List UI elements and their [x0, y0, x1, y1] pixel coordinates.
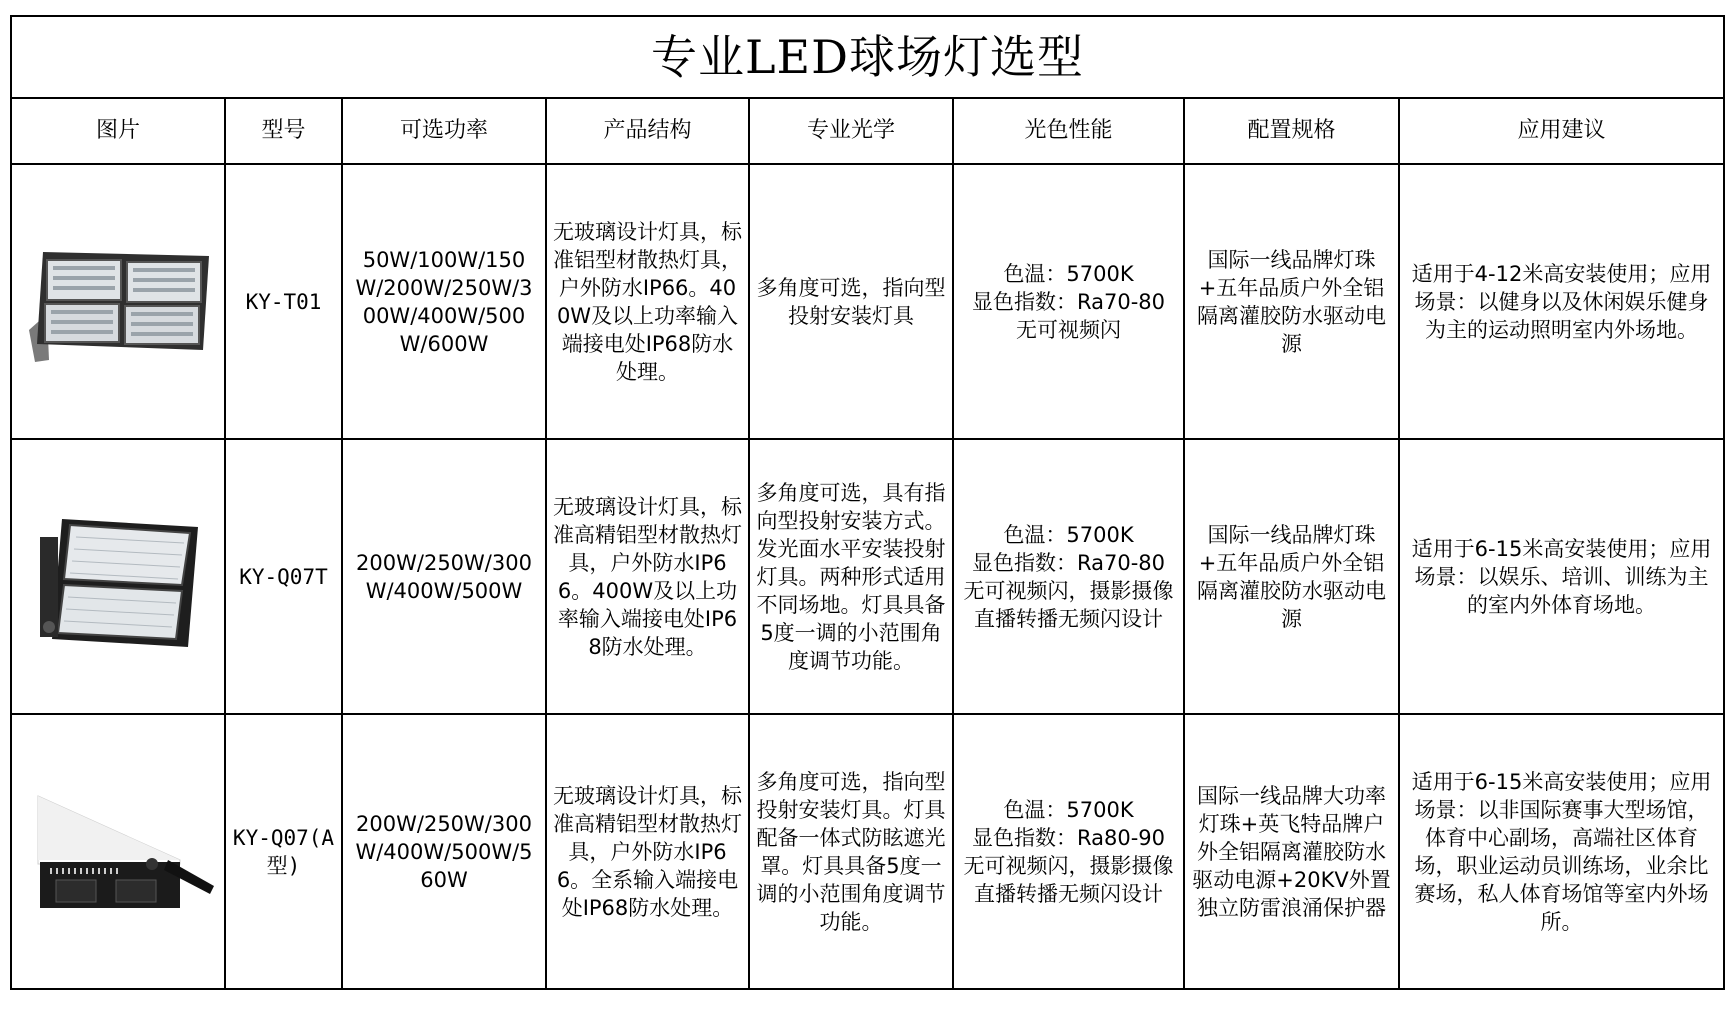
table-title: 专业LED球场灯选型	[11, 16, 1724, 98]
led-module-floodlight-icon	[23, 232, 213, 372]
structure-cell: 无玻璃设计灯具，标准高精铝型材散热灯具，户外防水IP66。全系输入端接电处IP68防水处理。	[546, 714, 749, 989]
application-cell: 适用于4-12米高安装使用；应用场景：以健身以及休闲娱乐健身为主的运动照明室内外场地。	[1399, 164, 1724, 439]
product-image-cell	[11, 439, 225, 714]
optics-cell: 多角度可选，具有指向型投射安装方式。发光面水平安装投射灯具。两种形式适用不同场地。灯具具备5度一调的小范围角度调节功能。	[749, 439, 953, 714]
header-color-performance: 光色性能	[953, 98, 1184, 164]
structure-cell: 无玻璃设计灯具，标准铝型材散热灯具，户外防水IP66。400W及以上功率输入端接电处IP68防水处理。	[546, 164, 749, 439]
application-cell: 适用于6-15米高安装使用；应用场景：以非国际赛事大型场馆，体育中心副场，高端社区体育场，职业运动员训练场，业余比赛场，私人体育场馆等室内外场所。	[1399, 714, 1724, 989]
optics-cell: 多角度可选，指向型投射安装灯具	[749, 164, 953, 439]
color-performance-cell: 色温：5700K 显色指数：Ra80-90 无可视频闪，摄影摄像直播转播无频闪设计	[953, 714, 1184, 989]
power-cell: 200W/250W/300W/400W/500W	[342, 439, 546, 714]
optics-cell: 多角度可选，指向型投射安装灯具。灯具配备一体式防眩遮光罩。灯具具备5度一调的小范围角度调节功能。	[749, 714, 953, 989]
selection-sheet	[10, 15, 1723, 984]
power-cell: 200W/250W/300W/400W/500W/560W	[342, 714, 546, 989]
visor-floodlight-icon	[20, 782, 216, 922]
configuration-cell: 国际一线品牌灯珠+五年品质户外全铝隔离灌胶防水驱动电源	[1184, 439, 1399, 714]
header-structure: 产品结构	[546, 98, 749, 164]
header-application: 应用建议	[1399, 98, 1724, 164]
header-image: 图片	[11, 98, 225, 164]
model-cell: KY-Q07(A型)	[225, 714, 342, 989]
header-row	[11, 98, 1724, 164]
selection-table	[10, 15, 1725, 990]
angled-panel-floodlight-icon	[28, 497, 208, 657]
header-power: 可选功率	[342, 98, 546, 164]
header-optics: 专业光学	[749, 98, 953, 164]
application-cell: 适用于6-15米高安装使用；应用场景：以娱乐、培训、训练为主的室内外体育场地。	[1399, 439, 1724, 714]
color-performance-cell: 色温：5700K 显色指数：Ra70-80 无可视频闪	[953, 164, 1184, 439]
product-image-cell	[11, 714, 225, 989]
table-row	[11, 439, 1724, 714]
header-configuration: 配置规格	[1184, 98, 1399, 164]
table-row	[11, 714, 1724, 989]
color-performance-cell: 色温：5700K 显色指数：Ra70-80 无可视频闪，摄影摄像直播转播无频闪设计	[953, 439, 1184, 714]
configuration-cell: 国际一线品牌大功率灯珠+英飞特品牌户外全铝隔离灌胶防水驱动电源+20KV外置独立防雷浪涌保护器	[1184, 714, 1399, 989]
table-row	[11, 164, 1724, 439]
product-image-cell	[11, 164, 225, 439]
model-cell: KY-Q07T	[225, 439, 342, 714]
header-model: 型号	[225, 98, 342, 164]
power-cell: 50W/100W/150W/200W/250W/300W/400W/500W/600W	[342, 164, 546, 439]
configuration-cell: 国际一线品牌灯珠+五年品质户外全铝隔离灌胶防水驱动电源	[1184, 164, 1399, 439]
model-cell: KY-T01	[225, 164, 342, 439]
structure-cell: 无玻璃设计灯具，标准高精铝型材散热灯具，户外防水IP66。400W及以上功率输入端接电处IP68防水处理。	[546, 439, 749, 714]
